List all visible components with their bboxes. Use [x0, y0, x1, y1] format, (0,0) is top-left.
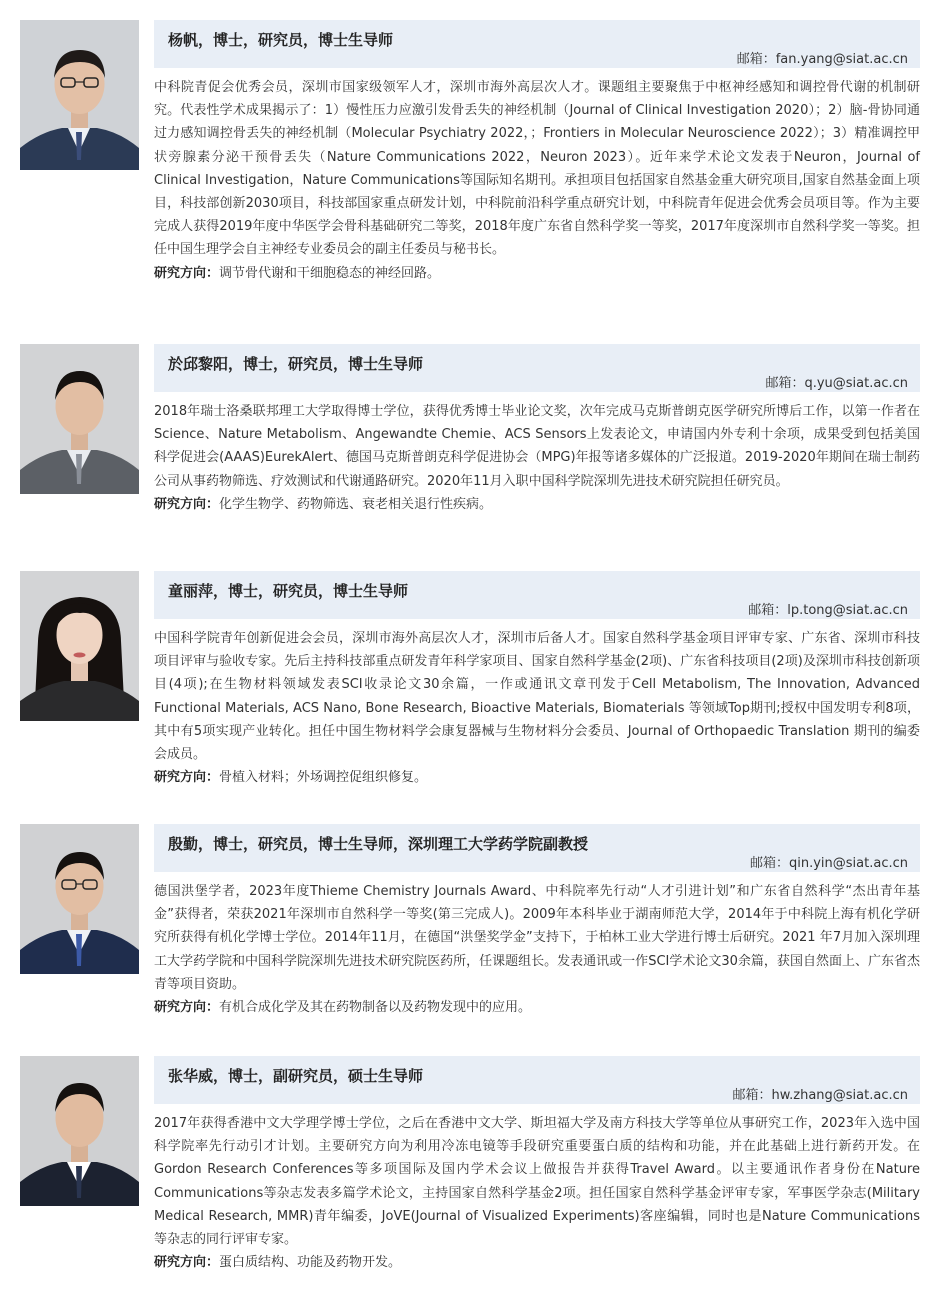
profile-research-direction: 研究方向：蛋白质结构、功能及药物开发。	[154, 1255, 402, 1271]
profile-bio-text: 中科院青促会优秀会员，深圳市国家级领军人才，深圳市海外高层次人才。课题组主要聚焦于中枢神经感知和调控骨代谢的机制研究。代表性学术成果揭示了：1）慢性压力应激引发骨丢失的神经机制（Journal of Clinical Investigation 2020）；2）脑-骨协同通过力感知调控骨丢失的神经机制（Molecular Psychiatry 2022，；Frontiers in Molecular Neuroscience 2022）；3）精准调控甲状旁腺素分泌干预骨丢失（Nature Communications 2022，Neuron 2023）。近年来学术论文发表于Neuron，Journal of Clinical Investigation，Nature Communications等国际知名期刊。承担项目包括国家自然基金重大研究项目,国家自然基金面上项目，科技部创新2030项目，科技部国家重点研发计划，中科院前沿科学重点研究计划，中科院青年促进会优秀会员项目等。作为主要完成人获得2019年度中华医学会骨科基础研究二等奖，2018年度广东省自然科学奖一等奖，2017年度深圳市自然科学奖一等奖。担任中国生理学会自主神经专业委员会的副主任委员与秘书长。	[154, 80, 920, 258]
profile-email[interactable]: 邮箱：qin.yin@siat.ac.cn	[749, 856, 908, 871]
profile-email[interactable]: 邮箱：hw.zhang@siat.ac.cn	[732, 1088, 908, 1103]
profile-bio-text: 中国科学院青年创新促进会会员，深圳市海外高层次人才，深圳市后备人才。国家自然科学基金项目评审专家、广东省、深圳市科技项目评审与验收专家。先后主持科技部重点研发青年科学家项目、国家自然科学基金(2项)、广东省科技项目(2项)及深圳市科技创新项目(4项);在生物材料领域发表SCI收录论文30余篇，一作或通讯文章刊发于Cell Metabolism, The Innovation, Advanced Functional Materials, ACS Nano, Bone Research, Bioactive Materials, Biomaterials 等领域Top期刊;授权中国发明专利8项，其中有5项实现产业转化。担任中国生物材料学会康复器械与生物材料分会委员、Journal of Orthopaedic Translation 期刊的编委会成员。	[154, 631, 920, 763]
profile-name-title: 张华威，博士，副研究员，硕士生导师	[168, 1067, 424, 1085]
profile-research-direction: 研究方向：有机合成化学及其在药物制备以及药物发现中的应用。	[154, 1000, 532, 1016]
profile-email[interactable]: 邮箱：q.yu@siat.ac.cn	[765, 376, 908, 391]
profile-header	[154, 1056, 920, 1104]
profile-bio	[154, 880, 920, 1019]
profile-bio	[154, 1112, 920, 1274]
profile-name-title: 杨帆，博士，研究员，博士生导师	[168, 31, 394, 49]
portrait-photo	[20, 571, 139, 721]
portrait-photo	[20, 344, 139, 494]
profile-research-direction: 研究方向：骨植入材料；外场调控促组织修复。	[154, 770, 428, 786]
profile-header	[154, 571, 920, 619]
profile-research-direction: 研究方向：化学生物学、药物筛选、衰老相关退行性疾病。	[154, 496, 493, 512]
profile-name-title: 於邱黎阳，博士，研究员，博士生导师	[168, 355, 424, 373]
profile-name-title: 童丽萍，博士，研究员，博士生导师	[168, 582, 409, 600]
profile-bio-text: 2018年瑞士洛桑联邦理工大学取得博士学位，获得优秀博士毕业论文奖，次年完成马克斯普朗克医学研究所博后工作，以第一作者在Science、Nature Metabolism、Angewandte Chemie、ACS Sensors上发表论文，申请国内外专利十余项，成果受到包括美国科学促进会(AAAS)EurekAlert、德国马克斯普朗克科学促进协会（MPG)年报等诸多媒体的广泛报道。2019-2020年期间在瑞士制药公司从事药物筛选、疗效测试和代谢通路研究。2020年11月入职中国科学院深圳先进技术研究院担任研究员。	[154, 404, 920, 489]
profile-header	[154, 824, 920, 872]
portrait-photo	[20, 20, 139, 170]
profile-header	[154, 20, 920, 68]
profile-bio	[154, 76, 920, 285]
profile-email[interactable]: 邮箱：fan.yang@siat.ac.cn	[736, 52, 908, 67]
profile-research-direction: 研究方向：调节骨代谢和干细胞稳态的神经回路。	[154, 265, 441, 281]
profile-name-title: 殷勤，博士，研究员，博士生导师，深圳理工大学药学院副教授	[168, 835, 589, 853]
profile-email[interactable]: 邮箱：lp.tong@siat.ac.cn	[748, 603, 908, 618]
profile-bio-text: 德国洪堡学者，2023年度Thieme Chemistry Journals Award、中科院率先行动“人才引进计划”和广东省自然科学“杰出青年基金”获得者，荣获2021年深圳市自然科学一等奖(第三完成人)。2009年本科毕业于湖南师范大学，2014年于中科院上海有机化学研究所获得有机化学博士学位。2014年11月，在德国“洪堡奖学金”支持下，于柏林工业大学进行博士后研究。2021 年7月加入深圳理工大学药学院和中国科学院深圳先进技术研究院医药所，任课题组长。发表通讯或一作SCI学术论文30余篇，获国自然面上、广东省杰青等项目资助。	[154, 884, 920, 992]
profile-header	[154, 344, 920, 392]
profile-bio-text: 2017年获得香港中文大学理学博士学位，之后在香港中文大学、斯坦福大学及南方科技大学等单位从事研究工作，2023年入选中国科学院率先行动引才计划。主要研究方向为利用冷冻电镜等手段研究重要蛋白质的结构和功能，并在此基础上进行新药开发。在Gordon Research Conferences等多项国际及国内学术会议上做报告并获得Travel Award。以主要通讯作者身份在Nature Communications等杂志发表多篇学术论文，主持国家自然科学基金2项。担任国家自然科学基金评审专家，军事医学杂志(Military Medical Research, MMR)青年编委，JoVE(Journal of Visualized Experiments)客座编辑，同时也是Nature Communications等杂志的同行评审专家。	[154, 1116, 920, 1248]
portrait-photo	[20, 824, 139, 974]
profile-bio	[154, 400, 920, 516]
profile-bio	[154, 627, 920, 789]
portrait-photo	[20, 1056, 139, 1206]
